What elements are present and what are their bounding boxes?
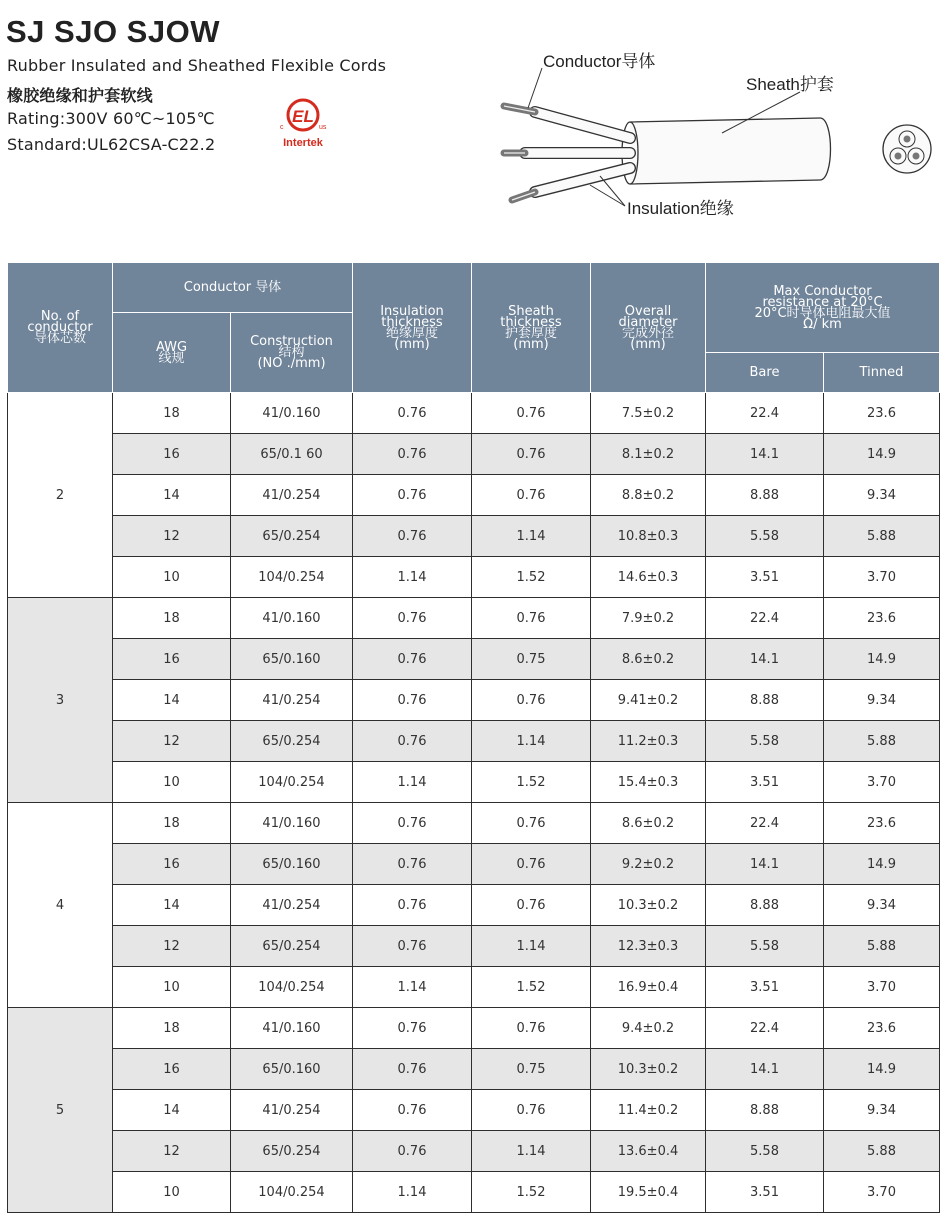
sheath-cell: 1.14 [472,516,591,557]
conductor-count-cell: 4 [8,803,113,1008]
insulation-cell: 1.14 [353,1172,472,1213]
conductor-count-cell: 3 [8,598,113,803]
tinned-cell: 3.70 [824,967,940,1008]
diameter-cell: 9.41±0.2 [591,680,706,721]
table-row [8,598,940,639]
diameter-cell: 11.4±0.2 [591,1090,706,1131]
construction-cell: 104/0.254 [231,1172,353,1213]
bare-cell: 5.58 [706,926,824,967]
diameter-cell: 10.3±0.2 [591,1049,706,1090]
bare-cell: 3.51 [706,1172,824,1213]
awg-cell: 12 [113,926,231,967]
bare-cell: 22.4 [706,393,824,434]
bare-cell: 22.4 [706,1008,824,1049]
diameter-cell: 9.2±0.2 [591,844,706,885]
sheath-cell: 0.76 [472,1090,591,1131]
svg-text:EL: EL [292,107,314,126]
bare-cell: 14.1 [706,639,824,680]
sheath-cell: 0.76 [472,680,591,721]
insulation-cell: 1.14 [353,557,472,598]
insulation-cell: 0.76 [353,680,472,721]
sheath-cell: 1.52 [472,762,591,803]
conductor-count-cell: 2 [8,393,113,598]
tinned-cell: 3.70 [824,557,940,598]
construction-cell: 104/0.254 [231,967,353,1008]
diameter-cell: 9.4±0.2 [591,1008,706,1049]
table-row [8,885,940,926]
table-row [8,639,940,680]
col-overall-diameter: Overall diameter 完成外径 (mm) [591,263,706,393]
sheath-cell: 1.52 [472,967,591,1008]
tinned-cell: 9.34 [824,475,940,516]
standard-text: Standard:UL62CSA-C22.2 [7,135,216,154]
bare-cell: 8.88 [706,680,824,721]
construction-cell: 65/0.1 60 [231,434,353,475]
page-title: SJ SJO SJOW [6,14,220,49]
bare-cell: 14.1 [706,1049,824,1090]
sheath-cell: 0.76 [472,475,591,516]
awg-cell: 14 [113,680,231,721]
product-subtitle: Rubber Insulated and Sheathed Flexible Cords [7,56,387,75]
table-row [8,762,940,803]
insulation-cell: 0.76 [353,1049,472,1090]
awg-cell: 14 [113,475,231,516]
tinned-cell: 23.6 [824,393,940,434]
col-tinned: Tinned [824,353,940,393]
table-row [8,434,940,475]
table-row [8,967,940,1008]
construction-cell: 104/0.254 [231,762,353,803]
awg-cell: 16 [113,844,231,885]
sheath-cell: 1.52 [472,557,591,598]
insulation-cell: 0.76 [353,844,472,885]
insulation-cell: 0.76 [353,598,472,639]
insulation-cell: 0.76 [353,885,472,926]
bare-cell: 5.58 [706,516,824,557]
bare-cell: 22.4 [706,803,824,844]
insulation-cell: 1.14 [353,762,472,803]
insulation-cell: 0.76 [353,803,472,844]
construction-cell: 65/0.160 [231,1049,353,1090]
awg-cell: 18 [113,598,231,639]
diameter-cell: 8.1±0.2 [591,434,706,475]
awg-cell: 12 [113,721,231,762]
tinned-cell: 5.88 [824,926,940,967]
diameter-cell: 12.3±0.3 [591,926,706,967]
product-subtitle-cn: 橡胶绝缘和护套软线 [7,86,153,105]
table-row [8,1049,940,1090]
tinned-cell: 14.9 [824,639,940,680]
insulation-label: Insulation绝缘 [627,199,734,218]
sheath-cell: 0.76 [472,885,591,926]
table-row [8,926,940,967]
diameter-cell: 19.5±0.4 [591,1172,706,1213]
construction-cell: 65/0.160 [231,639,353,680]
tinned-cell: 9.34 [824,680,940,721]
tinned-cell: 23.6 [824,598,940,639]
cross-section-icon [883,125,931,173]
construction-cell: 41/0.254 [231,680,353,721]
tinned-cell: 5.88 [824,721,940,762]
insulation-cell: 0.76 [353,639,472,680]
spec-table [7,262,940,1213]
table-row [8,1172,940,1213]
insulation-cell: 0.76 [353,434,472,475]
table-row [8,680,940,721]
sheath-cell: 0.76 [472,393,591,434]
awg-cell: 16 [113,639,231,680]
sheath-cell: 1.14 [472,721,591,762]
insulation-cell: 0.76 [353,1008,472,1049]
awg-cell: 14 [113,885,231,926]
insulation-cell: 1.14 [353,967,472,1008]
col-sheath-thickness: Sheath thickness 护套厚度 (mm) [472,263,591,393]
cable-structure-diagram [490,40,940,240]
construction-cell: 41/0.254 [231,475,353,516]
awg-cell: 12 [113,1131,231,1172]
bare-cell: 3.51 [706,557,824,598]
conductor-label: Conductor导体 [543,52,656,71]
table-row [8,516,940,557]
sheath-cell: 0.75 [472,639,591,680]
awg-cell: 10 [113,762,231,803]
tinned-cell: 5.88 [824,1131,940,1172]
bare-cell: 3.51 [706,762,824,803]
tinned-cell: 9.34 [824,1090,940,1131]
insulation-cell: 0.76 [353,393,472,434]
diameter-cell: 13.6±0.4 [591,1131,706,1172]
sheath-cell: 0.76 [472,434,591,475]
bare-cell: 14.1 [706,434,824,475]
sheath-cell: 0.75 [472,1049,591,1090]
construction-cell: 65/0.254 [231,1131,353,1172]
tinned-cell: 3.70 [824,1172,940,1213]
sheath-cell: 1.52 [472,1172,591,1213]
awg-cell: 12 [113,516,231,557]
tinned-cell: 9.34 [824,885,940,926]
diameter-cell: 10.3±0.2 [591,885,706,926]
awg-cell: 10 [113,1172,231,1213]
bare-cell: 5.58 [706,1131,824,1172]
diameter-cell: 8.6±0.2 [591,639,706,680]
insulation-cell: 0.76 [353,475,472,516]
sheath-cell: 0.76 [472,803,591,844]
etl-listed-mark-icon [270,95,336,151]
construction-cell: 65/0.254 [231,721,353,762]
awg-cell: 16 [113,1049,231,1090]
bare-cell: 3.51 [706,967,824,1008]
col-conductor-group: Conductor 导体 [113,263,353,313]
insulation-cell: 0.76 [353,1090,472,1131]
construction-cell: 41/0.160 [231,803,353,844]
col-bare: Bare [706,353,824,393]
col-max-resistance: Max Conductor resistance at 20°C 20°C时导体电阻最大值 Ω/ km [706,263,940,353]
awg-cell: 18 [113,393,231,434]
insulation-cell: 0.76 [353,1131,472,1172]
diameter-cell: 10.8±0.3 [591,516,706,557]
awg-cell: 10 [113,557,231,598]
table-row [8,475,940,516]
sheath-cell: 0.76 [472,844,591,885]
diameter-cell: 7.9±0.2 [591,598,706,639]
intertek-brand: Intertek [283,137,323,149]
tinned-cell: 14.9 [824,844,940,885]
bare-cell: 8.88 [706,1090,824,1131]
col-no-of-conductor: No. of conductor 导体芯数 [8,263,113,393]
sheath-cell: 1.14 [472,926,591,967]
tinned-cell: 23.6 [824,1008,940,1049]
awg-cell: 16 [113,434,231,475]
construction-cell: 104/0.254 [231,557,353,598]
col-awg: AWG 线规 [113,313,231,393]
insulation-cell: 0.76 [353,721,472,762]
col-insulation-thickness: Insulation thickness 绝缘厚度 (mm) [353,263,472,393]
tinned-cell: 23.6 [824,803,940,844]
diameter-cell: 15.4±0.3 [591,762,706,803]
cable-body [504,106,831,200]
diameter-cell: 16.9±0.4 [591,967,706,1008]
insulation-cell: 0.76 [353,926,472,967]
sheath-cell: 1.14 [472,1131,591,1172]
awg-cell: 10 [113,967,231,1008]
sheath-cell: 0.76 [472,1008,591,1049]
table-row [8,721,940,762]
awg-cell: 18 [113,1008,231,1049]
conductor-count-cell: 5 [8,1008,113,1213]
col-construction: Construction 结构 (NO ./mm) [231,313,353,393]
table-row [8,557,940,598]
table-row [8,803,940,844]
header [0,0,944,250]
table-row [8,1008,940,1049]
construction-cell: 65/0.254 [231,926,353,967]
construction-cell: 41/0.160 [231,1008,353,1049]
us-mark: us [319,124,327,131]
table-row [8,844,940,885]
spec-table-body [8,393,940,1213]
diameter-cell: 14.6±0.3 [591,557,706,598]
bare-cell: 5.58 [706,721,824,762]
bare-cell: 8.88 [706,885,824,926]
table-row [8,1131,940,1172]
diameter-cell: 8.8±0.2 [591,475,706,516]
bare-cell: 8.88 [706,475,824,516]
construction-cell: 41/0.254 [231,885,353,926]
insulation-cell: 0.76 [353,516,472,557]
rating-text: Rating:300V 60℃~105℃ [7,109,215,128]
construction-cell: 65/0.254 [231,516,353,557]
tinned-cell: 14.9 [824,434,940,475]
c-mark: c [280,124,284,131]
tinned-cell: 3.70 [824,762,940,803]
table-row [8,393,940,434]
awg-cell: 14 [113,1090,231,1131]
construction-cell: 65/0.160 [231,844,353,885]
bare-cell: 22.4 [706,598,824,639]
diameter-cell: 7.5±0.2 [591,393,706,434]
sheath-label: Sheath护套 [746,75,834,94]
bare-cell: 14.1 [706,844,824,885]
awg-cell: 18 [113,803,231,844]
construction-cell: 41/0.254 [231,1090,353,1131]
diameter-cell: 11.2±0.3 [591,721,706,762]
construction-cell: 41/0.160 [231,598,353,639]
sheath-cell: 0.76 [472,598,591,639]
tinned-cell: 14.9 [824,1049,940,1090]
diameter-cell: 8.6±0.2 [591,803,706,844]
tinned-cell: 5.88 [824,516,940,557]
table-row [8,1090,940,1131]
construction-cell: 41/0.160 [231,393,353,434]
